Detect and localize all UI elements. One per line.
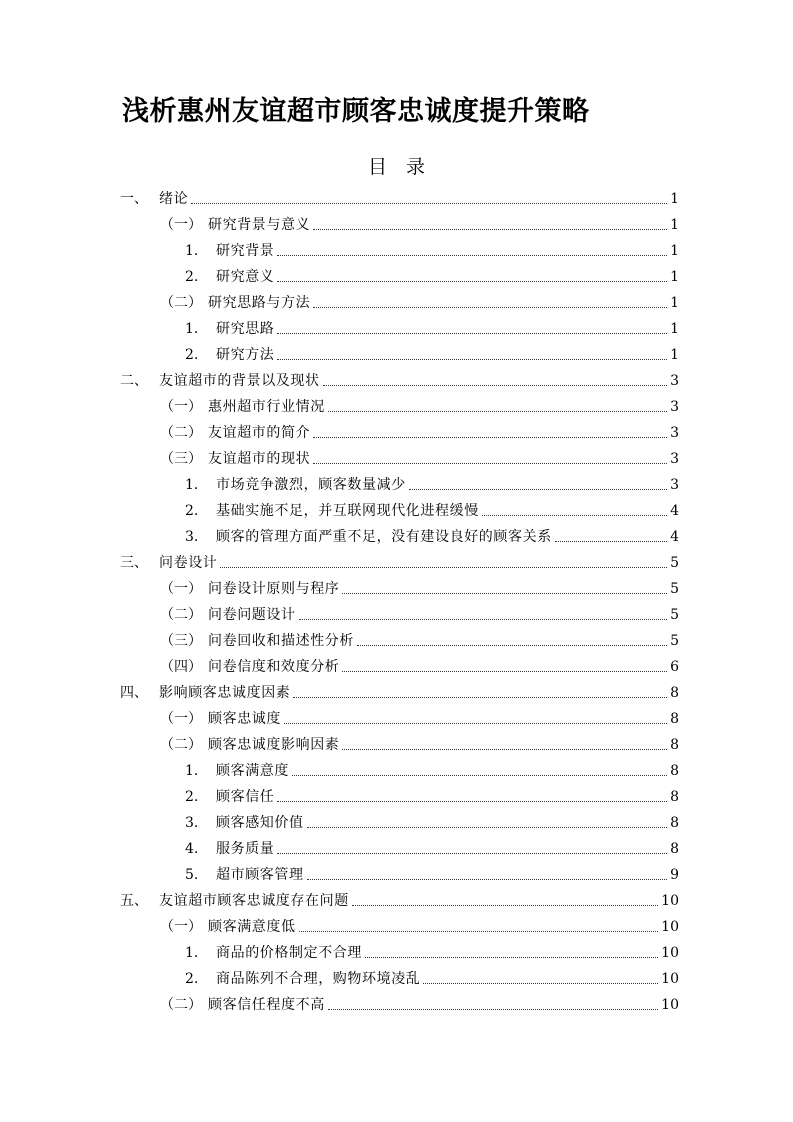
toc-entry[interactable]: [160, 651, 679, 677]
toc-entry-title: 超市顾客管理: [216, 867, 304, 883]
toc-heading: 目 录: [367, 156, 425, 178]
toc-entry[interactable]: [160, 599, 679, 625]
toc-entry-number: 四、: [120, 685, 148, 701]
toc-entry[interactable]: [185, 833, 679, 859]
toc-dot-leader: [409, 488, 667, 490]
toc-dot-leader: [313, 228, 667, 230]
toc-entry-title: 顾客满意度: [216, 763, 289, 779]
toc-page-number: 1: [670, 269, 679, 285]
toc-page-number: 5: [670, 555, 679, 571]
toc-entry[interactable]: [185, 781, 679, 807]
toc-entry[interactable]: [120, 365, 679, 391]
toc-entry-title: 服务质量: [216, 841, 275, 857]
toc-entry-number: 三、: [120, 555, 148, 571]
toc-dot-leader: [323, 384, 667, 386]
toc-entry[interactable]: [160, 443, 679, 469]
toc-entry[interactable]: [185, 937, 679, 963]
toc-page-number: 5: [670, 581, 679, 597]
toc-entry-number: 二、: [120, 373, 148, 389]
toc-dot-leader: [299, 930, 659, 932]
toc-dot-leader: [328, 1008, 658, 1010]
toc-entry-number: 4.: [185, 841, 199, 857]
toc-entry-number: 2.: [185, 347, 199, 363]
toc-entry[interactable]: [160, 989, 679, 1015]
toc-entry-title: 研究背景: [216, 243, 275, 259]
toc-entry-title: 研究背景与意义: [208, 217, 311, 233]
toc-page-number: 8: [670, 763, 679, 779]
toc-entry-title: 绪论: [159, 191, 189, 207]
toc-page-number: 3: [670, 451, 679, 467]
toc-dot-leader: [423, 982, 658, 984]
toc-entry-number: （三）: [160, 451, 202, 467]
toc-page-number: 8: [670, 737, 679, 753]
toc-entry-title: 顾客信任: [216, 789, 275, 805]
toc-entry-number: 5.: [185, 867, 199, 883]
toc-entry-title: 顾客满意度低: [208, 919, 296, 935]
toc-page-number: 8: [670, 841, 679, 857]
toc-entry[interactable]: [120, 677, 679, 703]
toc-dot-leader: [277, 852, 667, 854]
toc-entry-number: 1.: [185, 763, 199, 779]
toc-entry-number: （一）: [160, 711, 202, 727]
toc-entry-title: 友谊超市的简介: [208, 425, 311, 441]
toc-entry[interactable]: [160, 209, 679, 235]
toc-entry-title: 问卷信度和效度分析: [208, 659, 340, 675]
toc-page-number: 10: [661, 971, 679, 987]
toc-entry-number: 1.: [185, 243, 199, 259]
toc-entry[interactable]: [185, 807, 679, 833]
toc-page-number: 10: [661, 919, 679, 935]
toc-entry[interactable]: [185, 235, 679, 261]
toc-page-number: 8: [670, 815, 679, 831]
toc-entry-number: 3.: [185, 529, 199, 545]
toc-dot-leader: [357, 644, 667, 646]
toc-entry-title: 顾客感知价值: [216, 815, 304, 831]
toc-entry-title: 影响顾客忠诚度因素: [159, 685, 291, 701]
toc-entry-number: （二）: [160, 997, 202, 1013]
toc-page-number: 3: [670, 477, 679, 493]
toc-dot-leader: [313, 462, 667, 464]
toc-page-number: 10: [661, 997, 679, 1013]
toc-entry[interactable]: [185, 469, 679, 495]
toc-entry[interactable]: [160, 729, 679, 755]
toc-page-number: 1: [670, 191, 679, 207]
toc-entry-number: 2.: [185, 971, 199, 987]
toc-entry-title: 研究思路: [216, 321, 275, 337]
toc-page-number: 1: [670, 217, 679, 233]
toc-entry-number: （四）: [160, 659, 202, 675]
toc-dot-leader: [482, 514, 667, 516]
toc-entry-title: 顾客信任程度不高: [208, 997, 325, 1013]
toc-page-number: 5: [670, 633, 679, 649]
toc-page-number: 4: [670, 529, 679, 545]
toc-entry-number: （一）: [160, 581, 202, 597]
toc-dot-leader: [191, 202, 667, 204]
toc-entry-number: 2.: [185, 269, 199, 285]
toc-dot-leader: [555, 540, 667, 542]
toc-page-number: 8: [670, 711, 679, 727]
toc-entry-number: 1.: [185, 477, 199, 493]
toc-entry-number: （三）: [160, 633, 202, 649]
toc-entry-number: （一）: [160, 919, 202, 935]
toc-entry[interactable]: [120, 885, 679, 911]
toc-entry-title: 友谊超市顾客忠诚度存在问题: [159, 893, 349, 909]
toc-entry-title: 研究方法: [216, 347, 275, 363]
toc-entry-number: （一）: [160, 399, 202, 415]
toc-entry-title: 研究意义: [216, 269, 275, 285]
toc-entry-number: 2.: [185, 789, 199, 805]
toc-entry[interactable]: [160, 625, 679, 651]
toc-dot-leader: [293, 696, 667, 698]
toc-entry-title: 商品的价格制定不合理: [216, 945, 362, 961]
toc-page-number: 1: [670, 295, 679, 311]
toc-dot-leader: [313, 436, 667, 438]
toc-entry-number: （二）: [160, 295, 202, 311]
toc-entry-number: （二）: [160, 425, 202, 441]
toc-entry-title: 友谊超市的背景以及现状: [159, 373, 320, 389]
toc-entry[interactable]: [185, 521, 679, 547]
toc-entry[interactable]: [185, 261, 679, 287]
toc-entry[interactable]: [160, 391, 679, 417]
toc-dot-leader: [328, 410, 667, 412]
toc-page-number: 1: [670, 347, 679, 363]
toc-entry[interactable]: [160, 287, 679, 313]
toc-entry-number: 一、: [120, 191, 148, 207]
toc-entry[interactable]: [160, 573, 679, 599]
toc-entry-title: 市场竞争激烈，顾客数量减少: [216, 477, 406, 493]
toc-dot-leader: [365, 956, 658, 958]
toc-page-number: 6: [670, 659, 679, 675]
toc-page-number: 8: [670, 685, 679, 701]
toc-dot-leader: [342, 748, 667, 750]
toc-entry[interactable]: [120, 547, 679, 573]
toc-page-number: 8: [670, 789, 679, 805]
toc-dot-leader: [277, 254, 667, 256]
toc-entry-number: 1.: [185, 945, 199, 961]
toc-entry-title: 问卷回收和描述性分析: [208, 633, 354, 649]
toc-dot-leader: [220, 566, 667, 568]
toc-entry-title: 友谊超市的现状: [208, 451, 311, 467]
toc-entry-title: 问卷设计原则与程序: [208, 581, 340, 597]
toc-dot-leader: [307, 826, 667, 828]
toc-dot-leader: [307, 878, 667, 880]
toc-page-number: 10: [661, 945, 679, 961]
toc-dot-leader: [292, 774, 667, 776]
toc-entry-number: （一）: [160, 217, 202, 233]
toc-entry-title: 顾客忠诚度: [208, 711, 281, 727]
toc-page-number: 9: [670, 867, 679, 883]
toc-entry[interactable]: [185, 495, 679, 521]
toc-entry-title: 研究思路与方法: [208, 295, 311, 311]
toc-dot-leader: [299, 618, 667, 620]
toc-page-number: 5: [670, 607, 679, 623]
toc-dot-leader: [313, 306, 667, 308]
toc-entry-number: （二）: [160, 737, 202, 753]
toc-page-number: 10: [661, 893, 679, 909]
toc-dot-leader: [342, 670, 667, 672]
toc-page-number: 3: [670, 425, 679, 441]
toc-page-number: 4: [670, 503, 679, 519]
toc-entry[interactable]: [160, 911, 679, 937]
toc-entry-title: 惠州超市行业情况: [208, 399, 325, 415]
toc-entry[interactable]: [120, 183, 679, 209]
toc-entry[interactable]: [185, 339, 679, 365]
toc-entry-number: 2.: [185, 503, 199, 519]
toc-entry-title: 问卷问题设计: [208, 607, 296, 623]
toc-dot-leader: [284, 722, 667, 724]
toc-dot-leader: [342, 592, 667, 594]
toc-entry[interactable]: [185, 963, 679, 989]
toc-page-number: 3: [670, 399, 679, 415]
toc-entry-number: 五、: [120, 893, 148, 909]
toc-entry[interactable]: [185, 313, 679, 339]
toc-entry[interactable]: [160, 703, 679, 729]
toc-entry[interactable]: [185, 859, 679, 885]
toc-entry-title: 顾客忠诚度影响因素: [208, 737, 340, 753]
toc-entry[interactable]: [160, 417, 679, 443]
toc-entry-title: 顾客的管理方面严重不足，没有建设良好的顾客关系: [216, 529, 552, 545]
toc-page-number: 1: [670, 243, 679, 259]
toc-dot-leader: [352, 904, 658, 906]
document-title: 浅析惠州友谊超市顾客忠诚度提升策略: [122, 96, 590, 127]
toc-entry-title: 商品陈列不合理，购物环境凌乱: [216, 971, 421, 987]
toc-entry-title: 基础实施不足，并互联网现代化进程缓慢: [216, 503, 479, 519]
toc-dot-leader: [277, 800, 667, 802]
toc-page-number: 3: [670, 373, 679, 389]
toc-entry-number: 1.: [185, 321, 199, 337]
toc-entry-title: 问卷设计: [159, 555, 218, 571]
toc-entry-number: （二）: [160, 607, 202, 623]
toc-dot-leader: [277, 280, 667, 282]
toc-entry[interactable]: [185, 755, 679, 781]
toc-page-number: 1: [670, 321, 679, 337]
toc-dot-leader: [277, 358, 667, 360]
toc-entry-number: 3.: [185, 815, 199, 831]
toc-dot-leader: [277, 332, 667, 334]
